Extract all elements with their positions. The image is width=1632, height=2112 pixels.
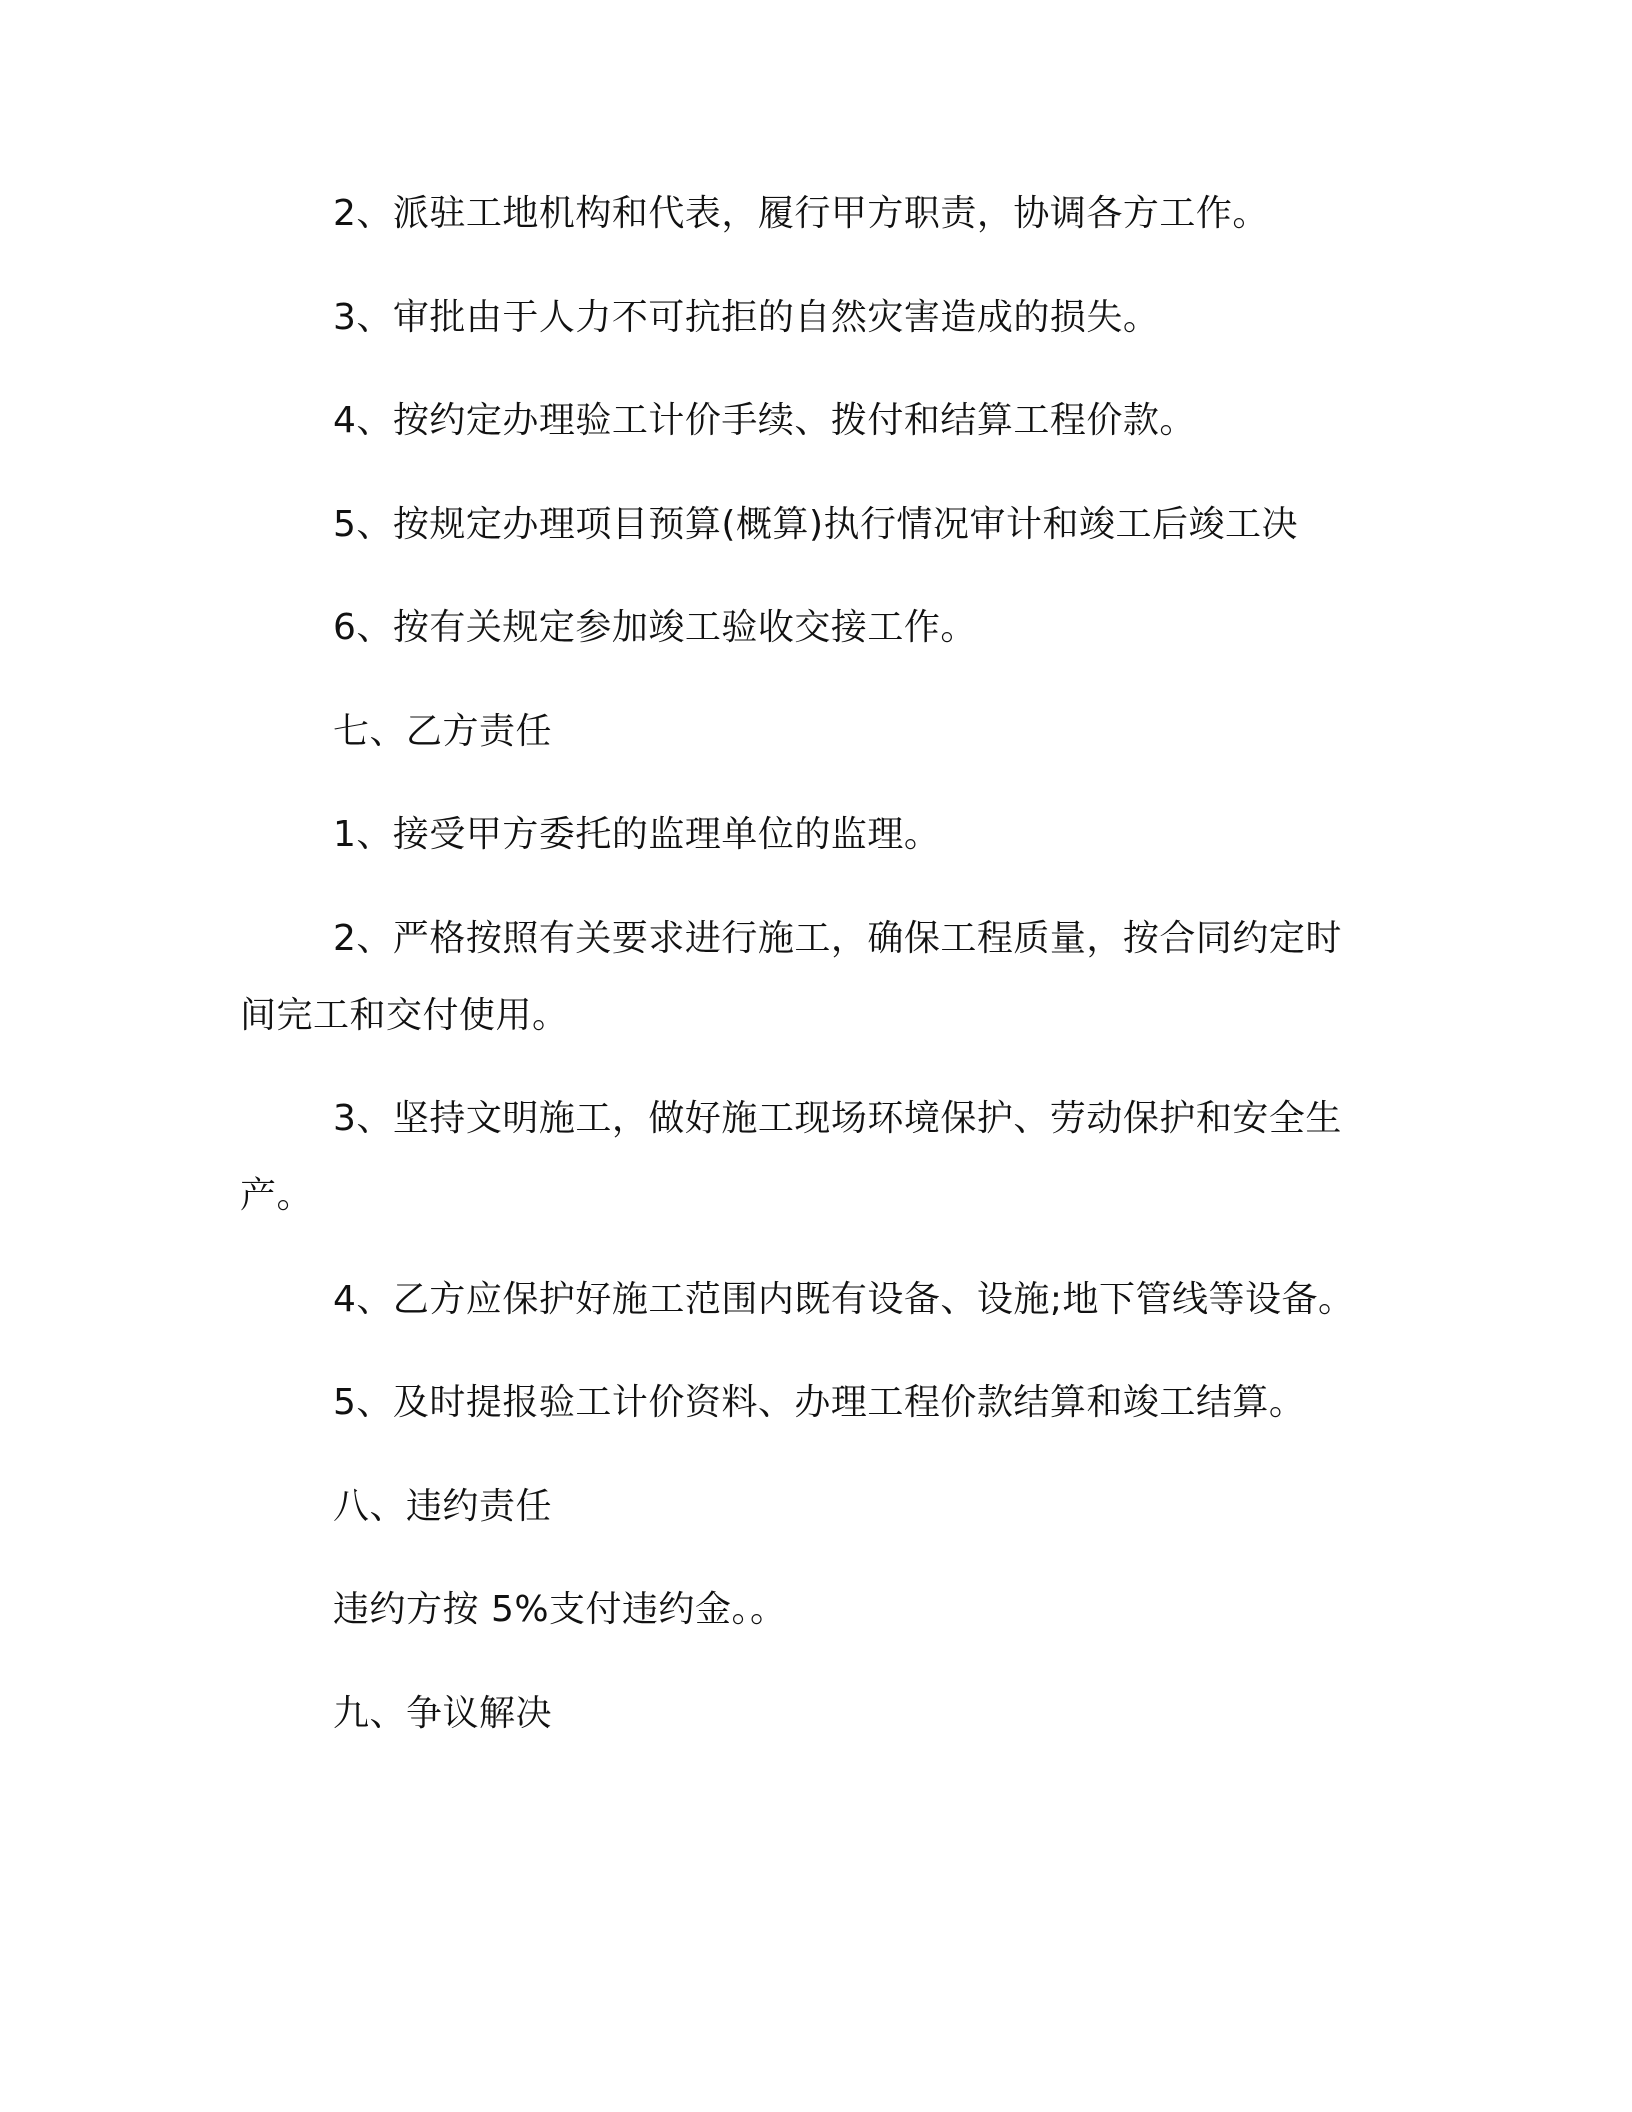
section-heading-party-b: 七、乙方责任: [333, 711, 553, 752]
party-a-duty-5: 5、按规定办理项目预算(概算)执行情况审计和竣工后竣工决: [333, 504, 1298, 545]
party-b-duty-1: 1、接受甲方委托的监理单位的监理。: [333, 814, 941, 855]
party-a-duty-3: 3、审批由于人力不可抗拒的自然灾害造成的损失。: [333, 297, 1160, 338]
party-b-duty-4: 4、乙方应保护好施工范围内既有设备、设施;地下管线等设备。: [333, 1279, 1355, 1320]
section-heading-dispute: 九、争议解决: [333, 1693, 553, 1734]
party-a-duty-4: 4、按约定办理验工计价手续、拨付和结算工程价款。: [333, 400, 1196, 441]
party-b-duty-3: 3、坚持文明施工，做好施工现场环境保护、劳动保护和安全生: [333, 1098, 1342, 1139]
party-a-duty-6: 6、按有关规定参加竣工验收交接工作。: [333, 607, 977, 648]
section-heading-breach: 八、违约责任: [333, 1486, 553, 1527]
party-b-duty-2-continued: 间完工和交付使用。: [240, 995, 569, 1036]
party-b-duty-3-continued: 产。: [240, 1175, 314, 1216]
party-b-duty-2: 2、严格按照有关要求进行施工，确保工程质量，按合同约定时: [333, 918, 1342, 959]
breach-clause: 违约方按 5%支付违约金。。: [333, 1589, 787, 1630]
party-b-duty-5: 5、及时提报验工计价资料、办理工程价款结算和竣工结算。: [333, 1382, 1306, 1423]
party-a-duty-2: 2、派驻工地机构和代表，履行甲方职责，协调各方工作。: [333, 193, 1269, 234]
